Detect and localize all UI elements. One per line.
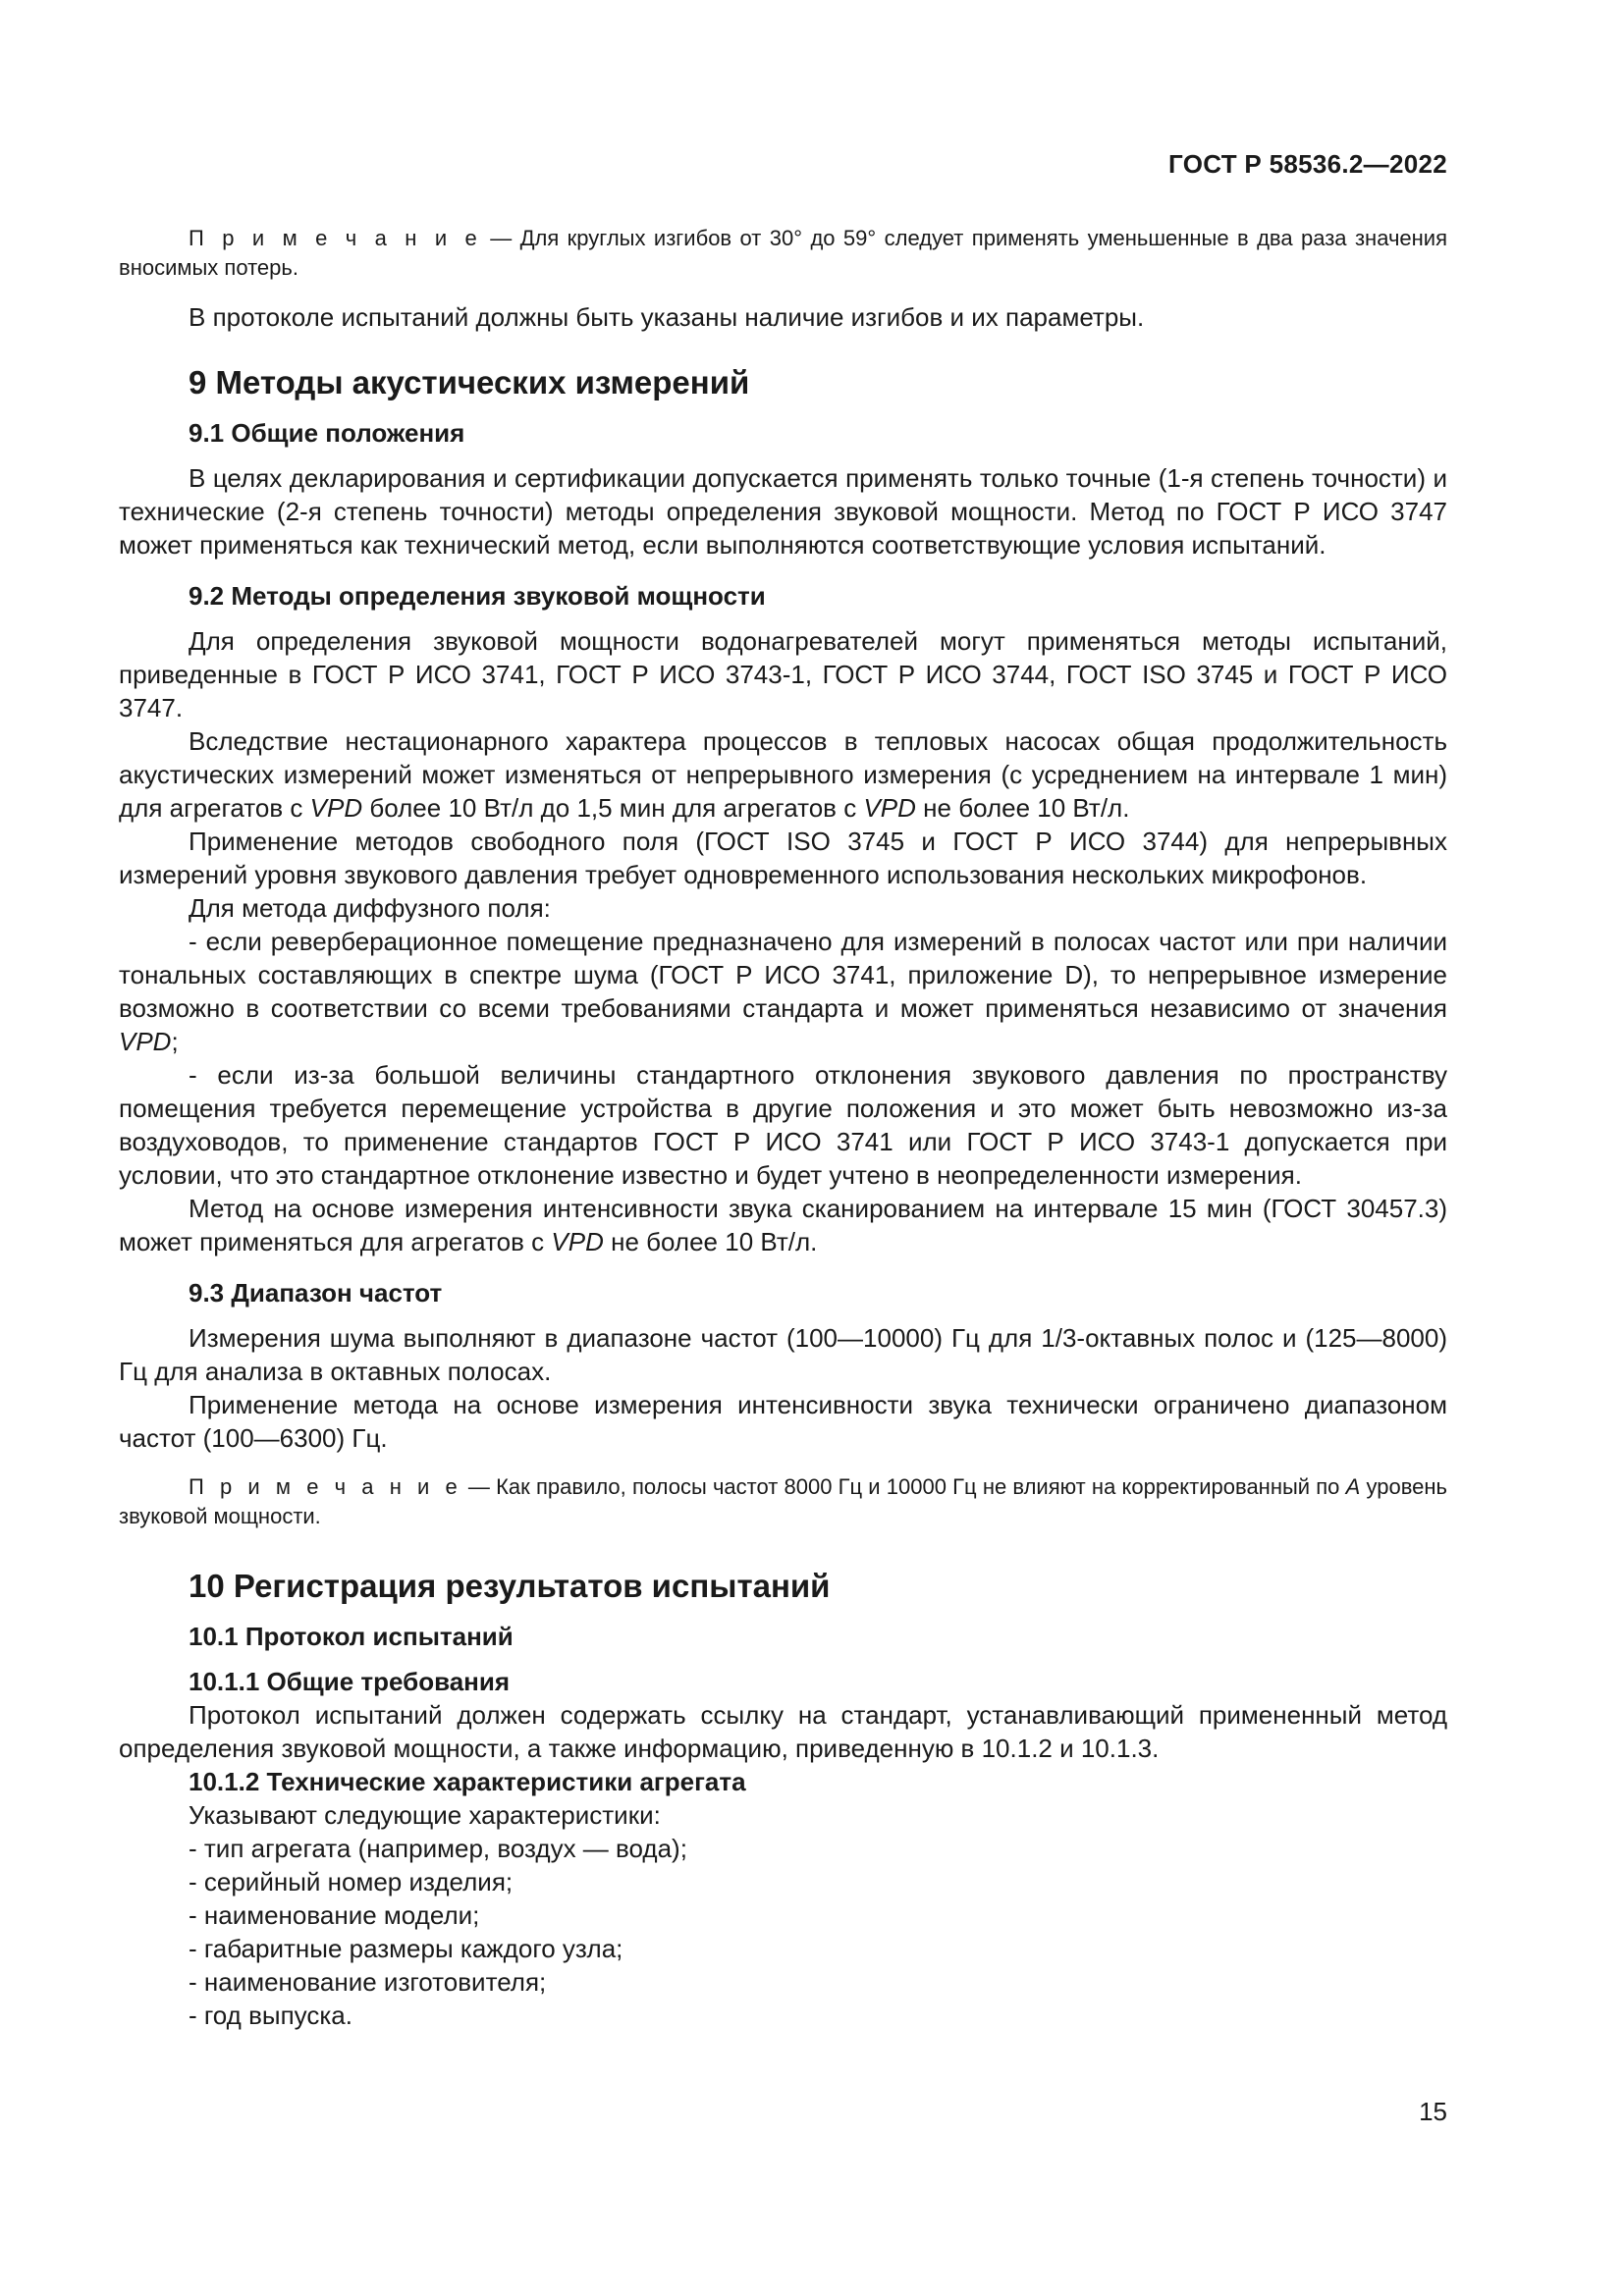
subsection-heading-10-1-1: 10.1.1 Общие требования [189, 1667, 511, 1696]
subsection-heading-9-1: 9.1 Общие положения [189, 418, 465, 448]
paragraph-9-2-reverb [119, 925, 1447, 1058]
note-9-3 [119, 1472, 1447, 1531]
paragraph-9-2-free-field: Применение методов свободного поля (ГОСТ ISO 3745 и ГОСТ Р ИСО 3744) для непрерывных измерений уровня звукового давления требует одновременного использования нескольких микрофонов. [119, 827, 1447, 889]
paragraph-9-2-deviation: - если из-за большой величины стандартного отклонения звукового давления по пространству помещения требуется перемещение устройства в другие положения и это может быть невозможно из-за воздуховодов, то применение стандартов ГОСТ Р ИСО 3741 или ГОСТ Р ИСО 3743-1 допускается при условии, что это стандартное отклонение известно и будет учтено в неопределенности измерения. [119, 1060, 1447, 1190]
paragraph-9-3-range: Измерения шума выполняют в диапазоне частот (100—10000) Гц для 1/3-октавных полос и (125—8000) Гц для анализа в октавных полосах. [119, 1323, 1447, 1386]
text-run: Вследствие нестационарного характера процессов в тепловых насосах общая продолжительность акустических измерений может изменяться от непрерывного измерения (с усреднением на интервале 1 мин) для агрегатов с [119, 726, 1447, 823]
vpd-term: VPD [309, 793, 363, 823]
list-item: - наименование модели; [189, 1900, 480, 1930]
note-text: уровень звуковой мощности. [119, 1474, 1447, 1528]
subsection-heading-10-1: 10.1 Протокол испытаний [189, 1622, 514, 1651]
paragraph-9-2-methods: Для определения звуковой мощности водонагревателей могут применяться методы испытаний, приведенные в ГОСТ Р ИСО 3741, ГОСТ Р ИСО 3743-1, ГОСТ Р ИСО 3744, ГОСТ ISO 3745 и ГОСТ Р ИСО 3747. [119, 626, 1447, 722]
page-number: 15 [1419, 2097, 1447, 2126]
list-item: - тип агрегата (например, воздух — вода); [189, 1834, 687, 1863]
standard-designation: ГОСТ Р 58536.2—2022 [1168, 149, 1447, 179]
paragraph-9-1: В целях декларирования и сертификации допускается применять только точные (1-я степень точности) и технические (2-я степень точности) методы определения звуковой мощности. Метод по ГОСТ Р ИСО 3747 может применяться как технический метод, если выполняются соответствующие условия испытаний. [119, 463, 1447, 560]
paragraph-9-2-intensity [119, 1192, 1447, 1258]
vpd-term: VPD [863, 793, 916, 823]
text-run: Метод на основе измерения интенсивности звука сканированием на интервале 15 мин (ГОСТ 30457.3) может применяться для агрегатов с [119, 1194, 1447, 1256]
note-text: — Для круглых изгибов от 30° до 59° следует применять уменьшенные в два раза значения вносимых потерь. [119, 226, 1447, 280]
list-item: - габаритные размеры каждого узла; [189, 1934, 623, 1963]
list-item: - наименование изготовителя; [189, 1967, 547, 1997]
text-run: ; [171, 1027, 179, 1056]
note-label: П р и м е ч а н и е [189, 226, 482, 250]
text-run: не более 10 Вт/л. [915, 793, 1130, 823]
paragraph-10-1-1: Протокол испытаний должен содержать ссылку на стандарт, устанавливающий примененный метод определения звуковой мощности, а также информацию, приведенную в 10.1.2 и 10.1.3. [119, 1700, 1447, 1763]
paragraph-9-2-diffuse-intro: Для метода диффузного поля: [189, 893, 551, 923]
page-content [119, 224, 1447, 2032]
text-run: не более 10 Вт/л. [603, 1227, 818, 1256]
list-item: - год выпуска. [189, 2001, 352, 2030]
vpd-term: VPD [551, 1227, 604, 1256]
characteristics-list [119, 1832, 1447, 2032]
subsection-heading-9-2: 9.2 Методы определения звуковой мощности [189, 581, 766, 611]
section-heading-10: 10 Регистрация результатов испытаний [189, 1568, 831, 1604]
list-item: - серийный номер изделия; [189, 1867, 514, 1896]
paragraph-9-2-duration [119, 724, 1447, 825]
paragraph-10-1-2-intro: Указывают следующие характеристики: [189, 1800, 661, 1830]
subsection-heading-10-1-2: 10.1.2 Технические характеристики агрегата [189, 1767, 746, 1796]
note-text: — Как правило, полосы частот 8000 Гц и 10000 Гц не влияют на корректированный по [461, 1474, 1346, 1499]
vpd-term: VPD [119, 1027, 172, 1056]
text-run: - если реверберационное помещение предназначено для измерений в полосах частот или при наличии тональных составляющих в спектре шума (ГОСТ Р ИСО 3741, приложение D), то непрерывное измерение возможно в соответствии со всеми требованиями стандарта и может применяться независимо от значения [119, 927, 1447, 1023]
section-heading-9: 9 Методы акустических измерений [189, 364, 750, 400]
subsection-heading-9-3: 9.3 Диапазон частот [189, 1278, 443, 1308]
note-bends [119, 224, 1447, 283]
paragraph-bends-report: В протоколе испытаний должны быть указаны наличие изгибов и их параметры. [189, 302, 1145, 332]
paragraph-9-3-intensity: Применение метода на основе измерения интенсивности звука технически ограничено диапазоном частот (100—6300) Гц. [119, 1390, 1447, 1453]
note-label: П р и м е ч а н и е [189, 1474, 462, 1499]
a-weighting-term: А [1345, 1474, 1361, 1499]
text-run: более 10 Вт/л до 1,5 мин для агрегатов с [362, 793, 864, 823]
